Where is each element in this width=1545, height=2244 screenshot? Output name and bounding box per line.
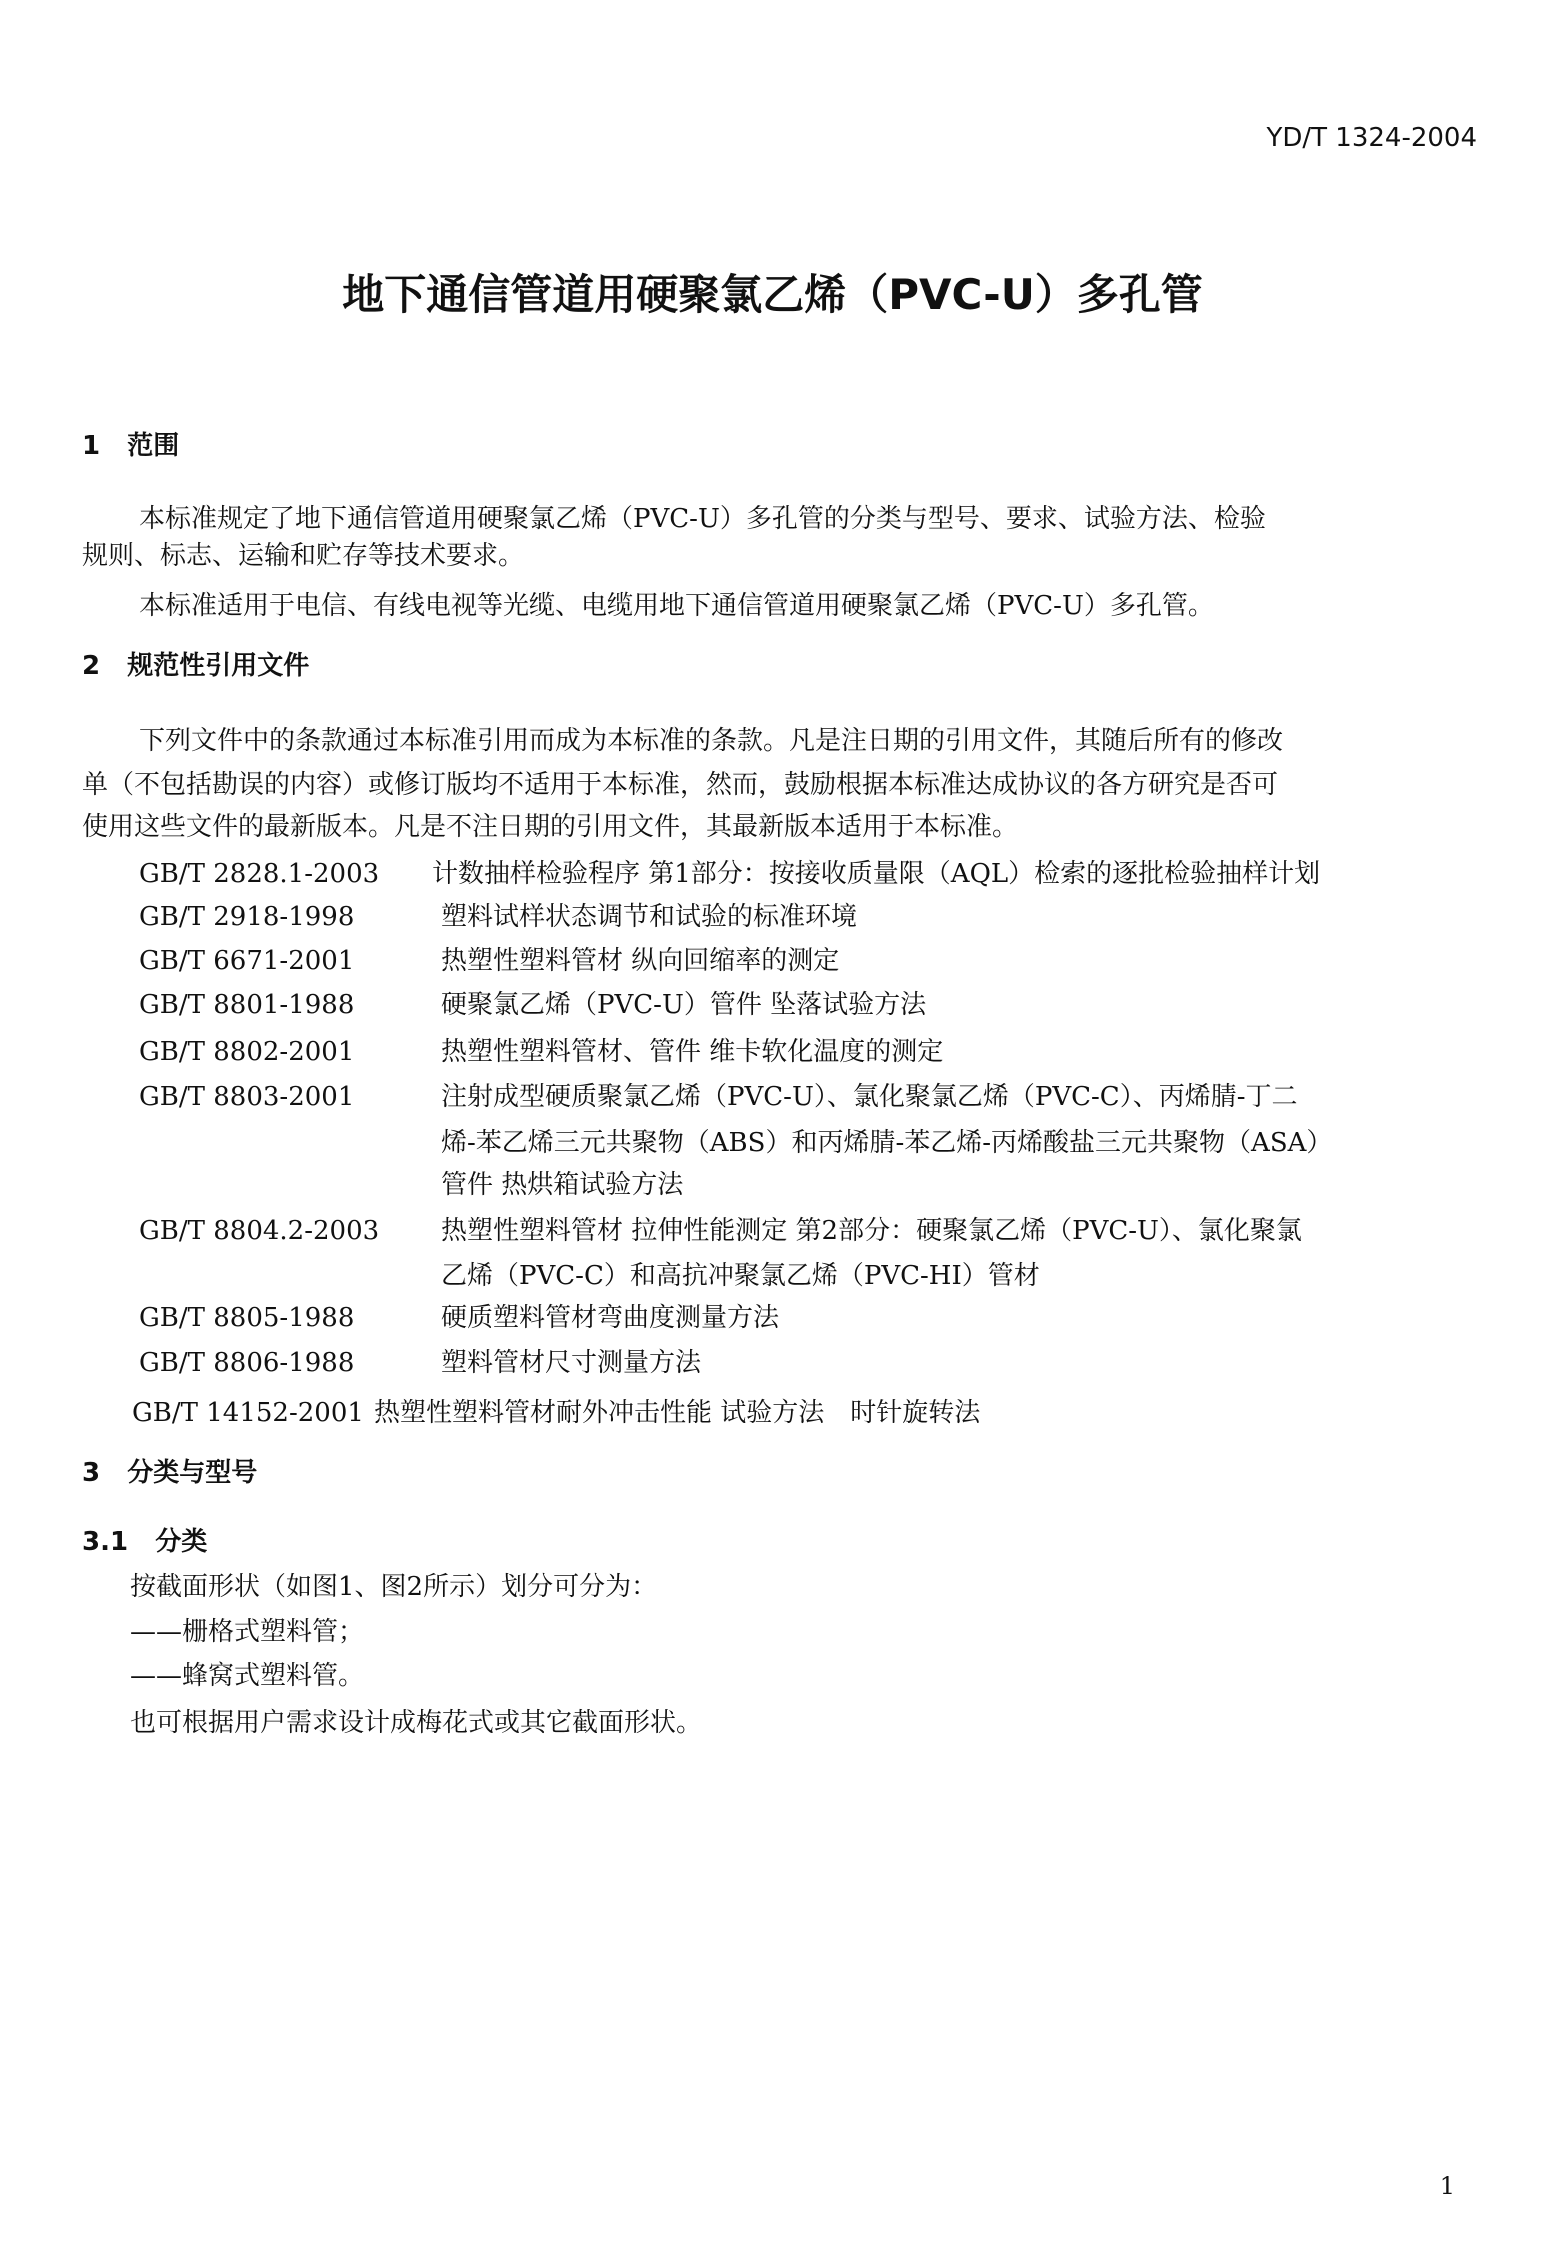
classification-line: 也可根据用户需求设计成梅花式或其它截面形状。 (130, 1708, 703, 1738)
reference-title: 注射成型硬质聚氯乙烯（PVC-U）、氯化聚氯乙烯（PVC-C）、丙烯腈-丁二 (441, 1082, 1298, 1112)
classification-line: ——蜂窝式塑料管。 (130, 1661, 365, 1691)
subsection-3-1-heading (82, 1526, 207, 1558)
reference-title: 热塑性塑料管材 纵向回缩率的测定 (441, 946, 840, 976)
paragraph-line: 单（不包括勘误的内容）或修订版均不适用于本标准，然而，鼓励根据本标准达成协议的各方研究是否可 (82, 770, 1279, 800)
section-number: 3 (82, 1458, 101, 1488)
section-3-heading (82, 1457, 257, 1489)
page-number: 1 (1439, 2172, 1455, 2200)
paragraph-line: 本标准规定了地下通信管道用硬聚氯乙烯（PVC-U）多孔管的分类与型号、要求、试验方法、检验 (139, 504, 1266, 534)
section-number: 2 (82, 651, 101, 681)
section-title: 分类与型号 (127, 1458, 258, 1488)
reference-code: GB/T 8805-1988 (139, 1303, 355, 1333)
reference-code: GB/T 8801-1988 (139, 990, 355, 1020)
reference-code: GB/T 2918-1998 (139, 902, 355, 932)
classification-line: ——栅格式塑料管； (130, 1617, 365, 1647)
reference-code: GB/T 8804.2-2003 (139, 1216, 380, 1246)
reference-title: 热塑性塑料管材耐外冲击性能 试验方法 时针旋转法 (374, 1398, 981, 1428)
reference-title: 烯-苯乙烯三元共聚物（ABS）和丙烯腈-苯乙烯-丙烯酸盐三元共聚物（ASA） (441, 1128, 1333, 1158)
reference-title: 管件 热烘箱试验方法 (441, 1170, 684, 1200)
reference-title: 塑料管材尺寸测量方法 (441, 1348, 702, 1378)
section-2-heading (82, 650, 309, 682)
section-1-heading (82, 430, 179, 462)
reference-title: 硬质塑料管材弯曲度测量方法 (441, 1303, 780, 1333)
reference-title: 硬聚氯乙烯（PVC-U）管件 坠落试验方法 (441, 990, 927, 1020)
section-number: 1 (82, 431, 101, 461)
section-title: 范围 (127, 431, 180, 461)
reference-code: GB/T 8803-2001 (139, 1082, 355, 1112)
subsection-number: 3.1 (82, 1527, 129, 1557)
reference-title: 计数抽样检验程序 第1部分：按接收质量限（AQL）检索的逐批检验抽样计划 (432, 859, 1321, 889)
paragraph-line: 下列文件中的条款通过本标准引用而成为本标准的条款。凡是注日期的引用文件，其随后所有的修改 (139, 726, 1284, 756)
paragraph-line: 本标准适用于电信、有线电视等光缆、电缆用地下通信管道用硬聚氯乙烯（PVC-U）多孔管。 (139, 591, 1214, 621)
reference-title: 乙烯（PVC-C）和高抗冲聚氯乙烯（PVC-HI）管材 (441, 1261, 1040, 1291)
reference-code: GB/T 6671-2001 (139, 946, 355, 976)
section-title: 规范性引用文件 (127, 651, 310, 681)
reference-title: 热塑性塑料管材 拉伸性能测定 第2部分：硬聚氯乙烯（PVC-U）、氯化聚氯 (441, 1216, 1302, 1246)
paragraph-line: 使用这些文件的最新版本。凡是不注日期的引用文件，其最新版本适用于本标准。 (82, 812, 1019, 842)
standard-number: YD/T 1324-2004 (1266, 123, 1477, 153)
reference-title: 热塑性塑料管材、管件 维卡软化温度的测定 (441, 1037, 944, 1067)
reference-code: GB/T 2828.1-2003 (139, 859, 380, 889)
paragraph-line: 规则、标志、运输和贮存等技术要求。 (82, 541, 525, 571)
reference-code: GB/T 8802-2001 (139, 1037, 355, 1067)
reference-code: GB/T 14152-2001 (132, 1398, 364, 1428)
page-title: 地下通信管道用硬聚氯乙烯（PVC-U）多孔管 (342, 270, 1203, 319)
reference-code: GB/T 8806-1988 (139, 1348, 355, 1378)
subsection-title: 分类 (155, 1527, 208, 1557)
classification-line: 按截面形状（如图1、图2所示）划分可分为： (130, 1572, 658, 1602)
reference-title: 塑料试样状态调节和试验的标准环境 (441, 902, 858, 932)
